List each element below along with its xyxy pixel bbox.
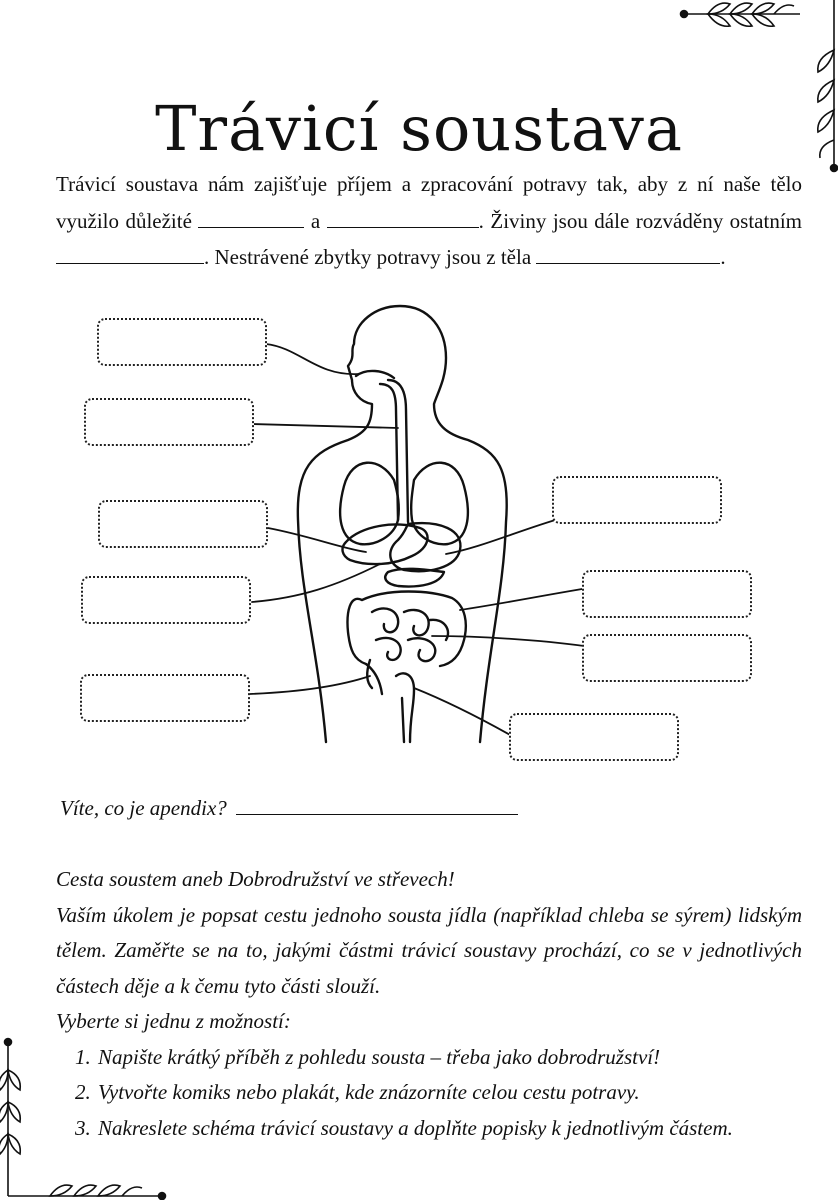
leader-line-small-intestine bbox=[432, 636, 584, 646]
esophagus bbox=[380, 384, 398, 520]
label-box-gallbladder[interactable] bbox=[81, 576, 251, 624]
label-box-esophagus[interactable] bbox=[84, 398, 254, 446]
label-box-mouth[interactable] bbox=[97, 318, 267, 366]
right-lung bbox=[411, 463, 468, 545]
appendix-question-text: Víte, co je apendix? bbox=[60, 796, 227, 820]
small-intestine bbox=[372, 608, 448, 661]
liver bbox=[343, 524, 428, 564]
label-box-liver[interactable] bbox=[98, 500, 268, 548]
large-intestine bbox=[348, 592, 466, 695]
intro-paragraph bbox=[56, 166, 802, 276]
intro-text-3: . Živiny jsou dále rozváděny ostatním bbox=[478, 208, 802, 233]
leader-line-rectum bbox=[414, 688, 512, 736]
intro-text-2: a bbox=[310, 208, 321, 233]
label-box-large-intestine[interactable] bbox=[582, 570, 752, 618]
task-option: 2. Vytvořte komiks nebo plakát, kde znázorníte celou cestu potravy. bbox=[96, 1075, 802, 1111]
left-lung bbox=[340, 463, 399, 545]
leader-line-large-intestine bbox=[460, 588, 588, 610]
blank-nutrients-2[interactable] bbox=[327, 226, 479, 228]
appendix-question bbox=[60, 796, 518, 821]
task-section bbox=[56, 862, 802, 1146]
page-title: Trávicí soustava bbox=[155, 92, 683, 165]
label-box-rectum[interactable] bbox=[509, 713, 679, 761]
leader-line-gallbladder bbox=[252, 564, 380, 602]
blank-body-parts[interactable] bbox=[56, 262, 204, 264]
leader-line-esophagus bbox=[252, 424, 398, 428]
appendix bbox=[367, 660, 372, 688]
task-option: 1. Napište krátký příběh z pohledu sousta – třeba jako dobrodružství! bbox=[96, 1040, 802, 1076]
task-option: 3. Nakreslete schéma trávicí soustavy a doplňte popisky k jednotlivým částem. bbox=[96, 1111, 802, 1147]
blank-appendix-answer[interactable] bbox=[236, 813, 518, 815]
task-heading: Cesta soustem aneb Dobrodružství ve střevech! bbox=[56, 867, 455, 891]
intro-text-1: Trávicí soustava nám zajišťuje příjem a zpracování potravy tak, aby z ní naše tělo využilo důležité bbox=[56, 172, 802, 233]
task-description: Vaším úkolem je popsat cestu jednoho sousta jídla (například chleba se sýrem) lidským tělem. Zaměřte se na to, jakými částmi trávicí soustavy prochází, co se v jednotlivých částech děje a k čemu tyto části slouží. bbox=[56, 902, 802, 998]
blank-excretion[interactable] bbox=[536, 262, 720, 264]
label-box-stomach[interactable] bbox=[552, 476, 722, 524]
rectum bbox=[396, 673, 414, 742]
blank-nutrients-1[interactable] bbox=[198, 226, 304, 228]
task-choose: Vyberte si jednu z možností: bbox=[56, 1009, 291, 1033]
intro-text-5: . bbox=[720, 245, 726, 269]
leader-line-mouth bbox=[266, 344, 358, 374]
label-box-appendix[interactable] bbox=[80, 674, 250, 722]
leader-line-appendix bbox=[250, 676, 370, 694]
label-box-small-intestine[interactable] bbox=[582, 634, 752, 682]
task-options-list bbox=[56, 1040, 802, 1147]
intro-text-4: . Nestrávené zbytky potravy jsou z těla bbox=[204, 245, 532, 269]
